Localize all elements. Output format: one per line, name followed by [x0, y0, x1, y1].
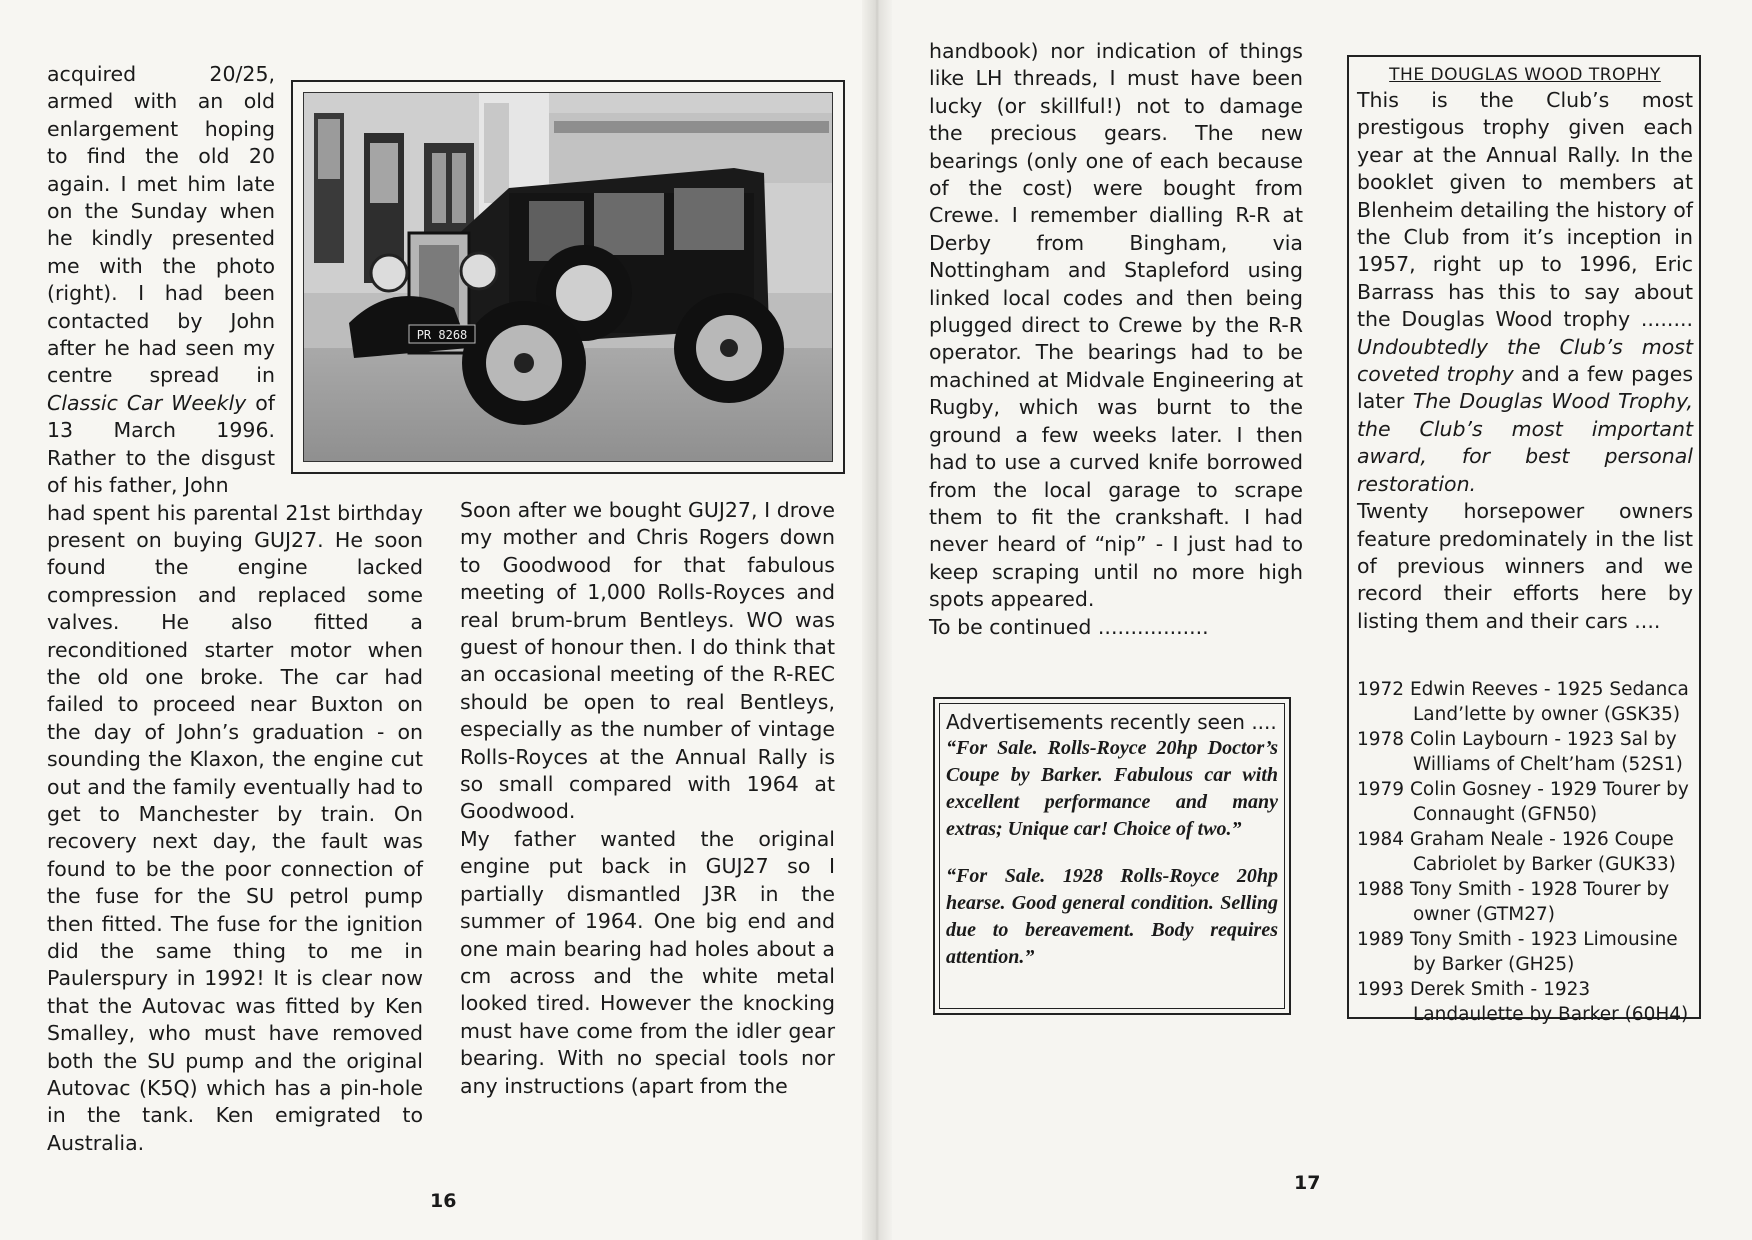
list-item: 1993 Derek Smith - 1923 Landaulette by Barker (60H4)	[1357, 979, 1689, 1026]
list-item: 1989 Tony Smith - 1923 Limousine by Barker (GH25)	[1357, 929, 1678, 976]
engine-paragraph: My father wanted the original engine put back in GUJ27 so I partially dismantled J3R in the summer of 1964. One big end and one main bearing had holes about a cm across and the white metal looked tired. However the knocking must have come from the idler gear bearing. With no special tools nor any instructions (apart from the	[460, 826, 835, 1098]
bearings-paragraph: handbook) nor indication of things like LH threads, I must have been lucky (or skillful!) not to damage the precious gears. The new bearings (only one of each because of the cost) were bought from Crewe. I remember dialling R-R at Derby from Bingham, via Nottingham and Stapleford using linked local codes and then being plugged direct to Crewe by the R-R operator. The bearings had to be machined at Midvale Engineering at Rugby, which was burnt to the ground a few weeks later. I then had to use a curved knife borrowed from the local garage to scrape them to fit the crankshaft. I had never heard of “nip” - I just had to keep scraping until no more high spots appeared.	[929, 39, 1303, 612]
magazine-title: Classic Car Weekly	[47, 390, 247, 415]
advertisements-title: Advertisements recently seen ....	[946, 710, 1277, 734]
goodwood-paragraph: Soon after we bought GUJ27, I drove my mother and Chris Rogers down to Goodwood for that fabulous meeting of 1,000 Rolls-Royces and real brum-brum Bentleys. WO was guest of honour then. I do think that an occasional meeting of the R-REC should be open to real Bentleys, especially as the number of vintage Rolls-Royces at the Annual Rally is so small compared with 1964 at Goodwood.	[460, 498, 835, 824]
douglas-wood-trophy-box	[1347, 55, 1701, 1026]
winners-list	[1357, 677, 1693, 1027]
left-column-2	[460, 497, 835, 1100]
advertisements-box	[933, 697, 1291, 1015]
to-be-continued: To be continued .................	[929, 614, 1209, 639]
trophy-title: THE DOUGLAS WOOD TROPHY	[1389, 65, 1661, 85]
advert-doctors-coupe: “For Sale. Rolls-Royce 20hp Doctor’s Coupe by Barker. Fabulous car with excellent performance and many extras; Unique car! Choice of two.”	[946, 737, 1278, 840]
page-number-right: 17	[1294, 1172, 1321, 1194]
car-photo	[303, 92, 833, 462]
article-text-continued: had spent his parental 21st birthday present on buying GUJ27. He soon found the engine lacked compression and replaced some valves. He also fitted a reconditioned starter motor when the old one broke. The car had failed to proceed near Buxton on the day of John’s graduation - on sounding the Klaxon, the engine cut out and the family eventually had to get to Manchester by train. On recovery next day, the fault was found to be the poor connection of the fuse for the SU petrol pump then fitted. The fuse for the ignition did the same thing to me in Paulerspury in 1992! It is clear now that the Autovac was fitted by Ken Smalley, who must have removed both the SU pump and the original Autovac (K5Q) which has a pin-hole in the tank. Ken emigrated to Australia.	[47, 500, 423, 1155]
quote-most-coveted: Undoubtedly the Club’s most coveted trophy	[1357, 334, 1693, 387]
list-item: 1984 Graham Neale - 1926 Coupe Cabriolet by Barker (GUK33)	[1357, 829, 1676, 876]
trophy-intro: This is the Club’s most prestigous trophy given each year at the Annual Rally. In the booklet given to members at Blenheim detailing the history of the Club from it’s inception in 1957, right up to 1996, Eric Barrass has this to say about the Douglas Wood trophy ........ Undoubtedly the Club’s most coveted trophy and a few pages later The Douglas Wood Trophy, the Club’s most important award, for best personal restoration.	[1357, 88, 1694, 496]
book-gutter	[862, 0, 892, 1240]
list-item: 1978 Colin Laybourn - 1923 Sal by Williams of Chelt’ham (52S1)	[1357, 729, 1683, 776]
article-text-wrapped: acquired 20/25, armed with an old enlargement hoping to find the old 20 again. I met him late on the Sunday when he kindly presented me with the photo (right). I had been contacted by John after he had seen my centre spread in Classic Car Weekly of 13 March 1996. Rather to the disgust of his father, John	[47, 62, 275, 498]
list-item: 1972 Edwin Reeves - 1925 Sedanca Land’lette by owner (GSK35)	[1357, 679, 1689, 726]
list-item: 1979 Colin Gosney - 1929 Tourer by Connaught (GFN50)	[1357, 779, 1689, 826]
advert-hearse: “For Sale. 1928 Rolls-Royce 20hp hearse. Good general condition. Selling due to bereavement. Body requires attention.”	[946, 865, 1278, 968]
right-column	[929, 38, 1303, 641]
number-plate-text: PR 8268	[416, 328, 468, 342]
quote-most-important: The Douglas Wood Trophy, the Club’s most important award, for best personal restoration.	[1357, 389, 1694, 496]
car-photo-frame	[291, 80, 845, 474]
page-number-left: 16	[430, 1190, 457, 1212]
list-item: 1988 Tony Smith - 1928 Tourer by owner (GTM27)	[1357, 879, 1670, 926]
trophy-closing: Twenty horsepower owners feature predominately in the list of previous winners and we record their efforts here by listing them and their cars ....	[1357, 499, 1693, 633]
